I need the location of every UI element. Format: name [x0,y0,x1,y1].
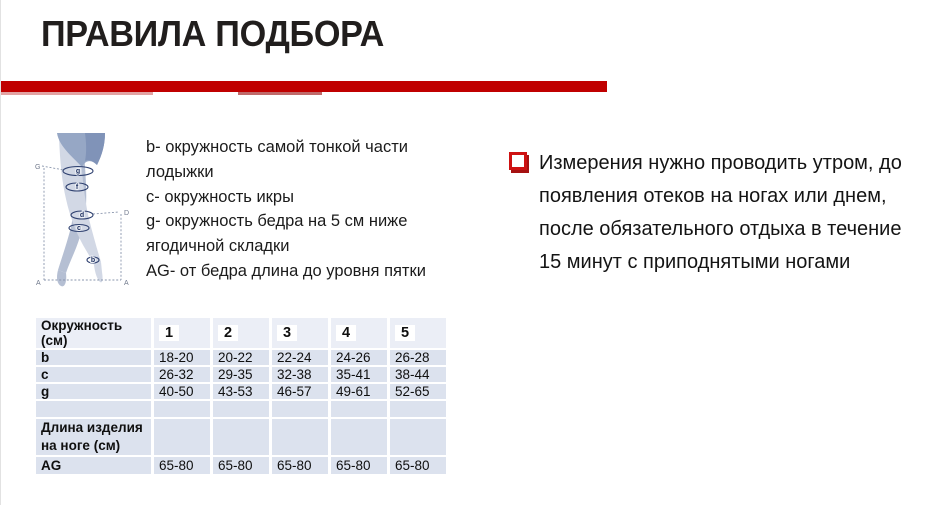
table-cell: 35-41 [331,367,387,382]
table-cell: 49-61 [331,384,387,399]
front-foot-shape [94,262,103,282]
table-cell [331,401,387,417]
table-cell: 26-28 [390,350,446,365]
table-cell: 26-32 [154,367,210,382]
size-number: 2 [218,325,238,341]
table-cell: 29-35 [213,367,269,382]
band-label-f: f [75,184,79,191]
table-cell [390,419,446,455]
band-label-b: b [90,257,96,264]
accent-bar-underline-mid [238,92,322,95]
legs-measurement-diagram [31,127,137,289]
measurement-def-c: c- окружность икры [146,187,294,206]
size-column-header [154,318,210,348]
table-cell: 38-44 [390,367,446,382]
size-column-header [213,318,269,348]
table-cell: 32-38 [272,367,328,382]
table-row-b [36,350,446,365]
size-column-header [331,318,387,348]
accent-bar-underline-left [1,92,153,95]
size-table [33,316,449,476]
row-label: g [36,384,151,399]
row-label: b [36,350,151,365]
guide-d-line [93,212,119,214]
table-cell: 18-20 [154,350,210,365]
table-cell: 22-24 [272,350,328,365]
briefs-shade [85,133,105,165]
table-row-ag [36,457,446,474]
measurement-def-g: g- окружность бедра на 5 см ниже ягодичной складки [146,212,408,255]
square-bullet-icon [509,152,527,170]
table-cell [154,419,210,455]
measurement-definitions [146,135,442,284]
table-cell: 43-53 [213,384,269,399]
measurement-def-b: b- окружность самой тонкой части лодыжки [146,138,408,181]
row-label: c [36,367,151,382]
accent-bar [1,81,607,92]
timing-note-text: Измерения нужно проводить утром, до появления отеков на ногах или днем, после обязательного отдыха в течение 15 минут с приподнятыми ногами [539,152,902,273]
table-cell: 65-80 [154,457,210,474]
table-cell: 20-22 [213,350,269,365]
corner-label-D: D [124,210,130,217]
table-cell [272,401,328,417]
table-cell [36,401,151,417]
table-cell: 52-65 [390,384,446,399]
table-cell [390,401,446,417]
table-row-g [36,384,446,399]
guide-g-line [42,166,64,170]
table-cell: 46-57 [272,384,328,399]
table-cell [213,401,269,417]
table-cell: 65-80 [213,457,269,474]
table-cell [154,401,210,417]
size-number: 3 [277,325,297,341]
table-cell: 65-80 [331,457,387,474]
measurement-def-ag: AG- от бедра длина до уровня пятки [146,261,426,280]
corner-label-G: G [35,164,41,171]
table-cell [213,419,269,455]
table-cell: 40-50 [154,384,210,399]
table-cell: 24-26 [331,350,387,365]
table-cell [272,419,328,455]
table-cell: 65-80 [272,457,328,474]
size-column-header [272,318,328,348]
corner-label-A-left: A [36,280,41,287]
size-number: 4 [336,325,356,341]
size-number: 1 [159,325,179,341]
table-length-header-row [36,419,446,455]
timing-note [509,147,909,279]
table-header-label: Окружность (см) [36,318,151,348]
row-label: AG [36,457,151,474]
band-label-g: g [75,168,81,175]
band-label-c: c [77,225,81,232]
table-cell: 65-80 [390,457,446,474]
band-label-d: d [79,212,85,219]
size-column-header [390,318,446,348]
table-spacer-row [36,401,446,417]
corner-label-A-right: A [124,280,129,287]
table-header-row [36,318,446,348]
length-header-label: Длина изделия на ноге (см) [36,419,151,455]
page-title: ПРАВИЛА ПОДБОРА [41,13,385,54]
table-row-c [36,367,446,382]
size-number: 5 [395,325,415,341]
table-cell [331,419,387,455]
